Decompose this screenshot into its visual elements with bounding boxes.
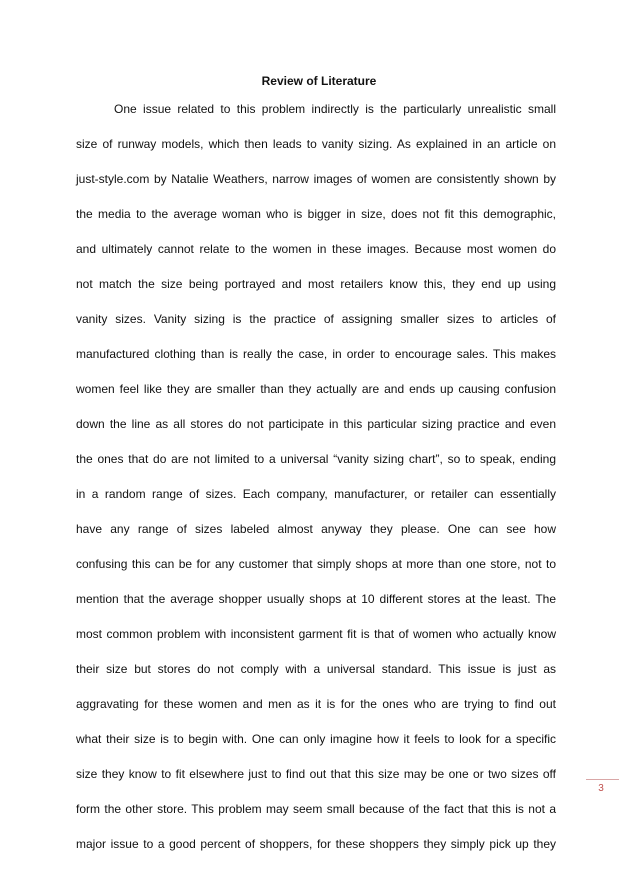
page-number: 3 [598, 783, 604, 794]
text-line: their size but stores do not comply with a universal standard. This issue is just as [76, 662, 556, 676]
text-line: aggravating for these women and men as it is for the ones who are trying to find out [76, 697, 556, 711]
text-line: confusing this can be for any customer that simply shops at more than one store, not to [76, 557, 556, 571]
text-line: form the other store. This problem may seem small because of the fact that this is not a [76, 802, 556, 816]
text-line: the ones that do are not limited to a universal “vanity sizing chart”, so to speak, ending [76, 452, 556, 466]
text-line: size they know to fit elsewhere just to find out that this size may be one or two sizes off [76, 767, 556, 781]
text-line: One issue related to this problem indirectly is the particularly unrealistic small [114, 102, 556, 116]
footer-rule [586, 779, 619, 780]
body-text [76, 102, 556, 872]
text-line: major issue to a good percent of shoppers, for these shoppers they simply pick up they [76, 837, 556, 851]
text-line: size of runway models, which then leads to vanity sizing. As explained in an article on [76, 137, 556, 151]
text-line: mention that the average shopper usually shops at 10 different stores at the least. The [76, 592, 556, 606]
text-line: not match the size being portrayed and most retailers know this, they end up using [76, 277, 556, 291]
text-line: just-style.com by Natalie Weathers, narrow images of women are consistently shown by [76, 172, 556, 186]
text-line: what their size is to begin with. One can only imagine how it feels to look for a specific [76, 732, 556, 746]
text-line: in a random range of sizes. Each company, manufacturer, or retailer can essentially [76, 487, 556, 501]
text-line: have any range of sizes labeled almost anyway they please. One can see how [76, 522, 556, 536]
text-line: manufactured clothing than is really the case, in order to encourage sales. This makes [76, 347, 556, 361]
text-line: the media to the average woman who is bigger in size, does not fit this demographic, [76, 207, 556, 221]
section-heading: Review of Literature [261, 74, 377, 88]
text-line: women feel like they are smaller than they actually are and ends up causing confusion [76, 382, 556, 396]
text-line: vanity sizes. Vanity sizing is the practice of assigning smaller sizes to articles of [76, 312, 556, 326]
text-line: and ultimately cannot relate to the women in these images. Because most women do [76, 242, 556, 256]
text-line: down the line as all stores do not participate in this particular sizing practice and even [76, 417, 556, 431]
text-line: most common problem with inconsistent garment fit is that of women who actually know [76, 627, 556, 641]
